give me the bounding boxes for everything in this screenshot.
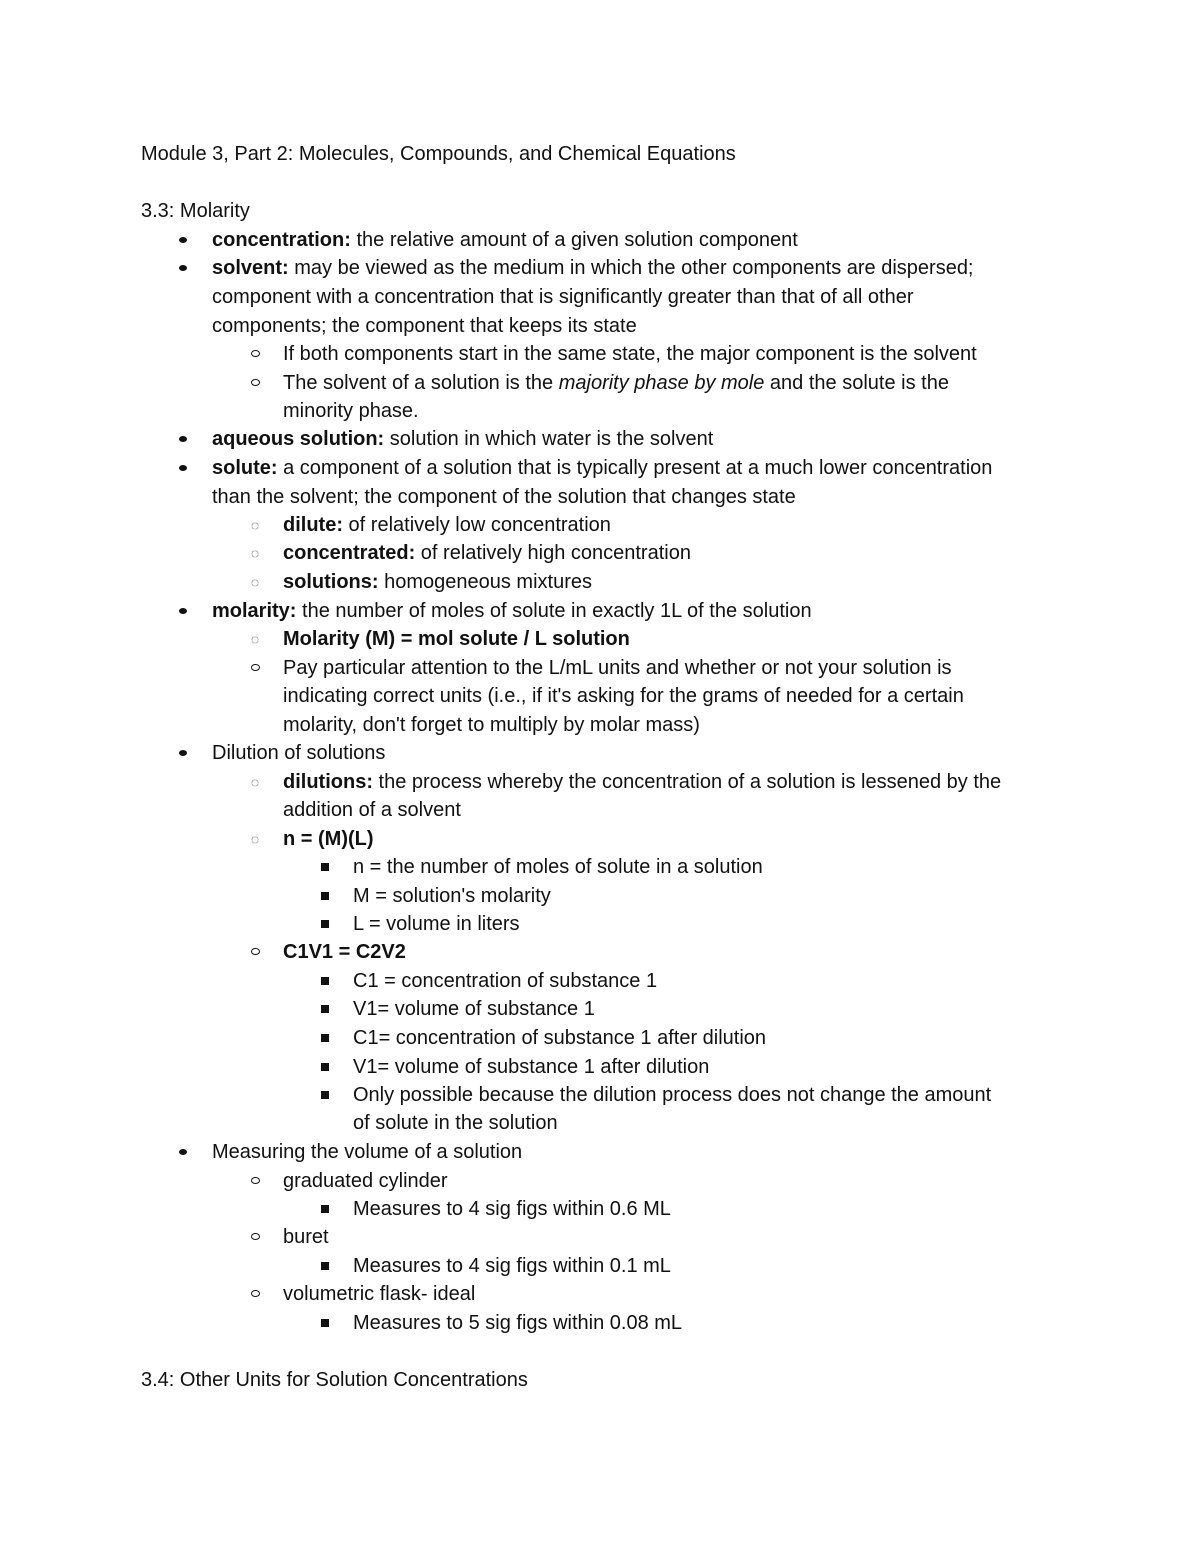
list-item: solute: a component of a solution that is typically present at a much lower concentration (212, 457, 993, 479)
list-item: The solvent of a solution is the majority phase by mole and the solute is the (283, 372, 949, 394)
bullet-square (318, 1024, 332, 1052)
list-item: concentration: the relative amount of a given solution component (212, 229, 798, 251)
list-item-continuation: indicating correct units (i.e., if it's asking for the grams of needed for a certain (283, 685, 964, 707)
list-item: n = the number of moles of solute in a solution (353, 856, 763, 878)
list-item: molarity: the number of moles of solute in exactly 1L of the solution (212, 600, 812, 622)
bullet-circle (248, 1167, 262, 1195)
list-item: concentrated: of relatively high concentration (283, 542, 691, 564)
list-item: dilutions: the process whereby the concentration of a solution is lessened by the (283, 771, 1002, 793)
list-item: solvent: may be viewed as the medium in which the other components are dispersed; (212, 257, 974, 279)
list-item: aqueous solution: solution in which water is the solvent (212, 428, 714, 450)
bullet-dot (176, 739, 190, 767)
bullet-dot (176, 1138, 190, 1166)
bullet-dot (176, 226, 190, 254)
list-item-continuation: than the solvent; the component of the solution that changes state (212, 486, 796, 508)
list-item-continuation: component with a concentration that is significantly greater than that of all other (212, 286, 914, 308)
bullet-dot (176, 454, 190, 482)
bullet-circle (248, 340, 262, 368)
list-item: C1 = concentration of substance 1 (353, 970, 658, 992)
bullet-ring: ◌ (250, 545, 260, 561)
bullet-ring: ◌ (250, 574, 260, 590)
list-item: Pay particular attention to the L/mL units and whether or not your solution is (283, 657, 952, 679)
bullet-circle (248, 1223, 262, 1251)
list-item: L = volume in liters (353, 913, 520, 935)
bullet-circle (248, 654, 262, 682)
list-item-continuation: of solute in the solution (353, 1112, 558, 1134)
list-item: Measuring the volume of a solution (212, 1141, 523, 1163)
molarity-formula: Molarity (M) = mol solute / L solution (283, 628, 630, 650)
bullet-square (318, 1195, 332, 1223)
list-item-continuation: addition of a solvent (283, 799, 461, 821)
list-item: If both components start in the same state, the major component is the solvent (283, 343, 977, 365)
list-item: Only possible because the dilution process does not change the amount (353, 1084, 992, 1106)
list-item: V1= volume of substance 1 (353, 998, 595, 1020)
bullet-square (318, 882, 332, 910)
section-heading-molarity: 3.3: Molarity (141, 200, 250, 222)
bullet-square (318, 1081, 332, 1109)
c-formula: C1V1 = C2V2 (283, 941, 406, 963)
bullet-square (318, 853, 332, 881)
bullet-ring: ◌ (250, 631, 260, 647)
bullet-circle (248, 938, 262, 966)
list-item: Measures to 5 sig figs within 0.08 mL (353, 1312, 683, 1334)
list-item: buret (283, 1226, 329, 1248)
bullet-ring: ◌ (250, 517, 260, 533)
list-item: C1= concentration of substance 1 after dilution (353, 1027, 767, 1049)
bullet-square (318, 1309, 332, 1337)
page-title: Module 3, Part 2: Molecules, Compounds, and Chemical Equations (141, 143, 736, 165)
list-item-continuation: components; the component that keeps its state (212, 315, 637, 337)
bullet-square (318, 995, 332, 1023)
n-formula: n = (M)(L) (283, 828, 374, 850)
bullet-square (318, 967, 332, 995)
bullet-dot (176, 425, 190, 453)
list-item: solutions: homogeneous mixtures (283, 571, 592, 593)
bullet-circle (248, 1280, 262, 1308)
section-heading-other-units: 3.4: Other Units for Solution Concentrations (141, 1369, 528, 1391)
bullet-ring: ◌ (250, 831, 260, 847)
list-item: dilute: of relatively low concentration (283, 514, 611, 536)
list-item: Dilution of solutions (212, 742, 386, 764)
bullet-ring: ◌ (250, 774, 260, 790)
list-item: M = solution's molarity (353, 885, 551, 907)
bullet-dot (176, 254, 190, 282)
bullet-circle (248, 369, 262, 397)
list-item-continuation: molarity, don't forget to multiply by molar mass) (283, 714, 700, 736)
list-item-continuation: minority phase. (283, 400, 419, 422)
list-item: volumetric flask- ideal (283, 1283, 476, 1305)
list-item: Measures to 4 sig figs within 0.1 mL (353, 1255, 671, 1277)
list-item: Measures to 4 sig figs within 0.6 ML (353, 1198, 671, 1220)
list-item: graduated cylinder (283, 1170, 448, 1192)
bullet-square (318, 1252, 332, 1280)
bullet-square (318, 1053, 332, 1081)
bullet-square (318, 910, 332, 938)
list-item: V1= volume of substance 1 after dilution (353, 1056, 710, 1078)
bullet-dot (176, 597, 190, 625)
